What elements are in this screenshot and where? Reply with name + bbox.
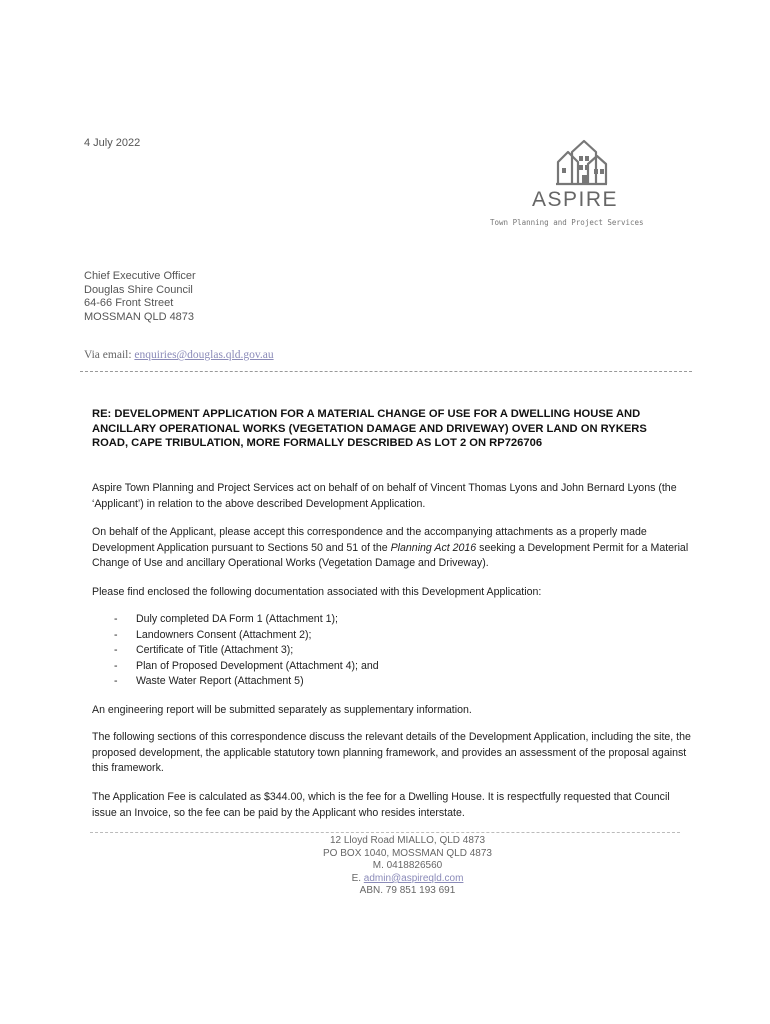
footer-email [250,873,565,886]
letter-footer [250,835,565,898]
logo-tagline: Town Planning and Project Services [490,218,644,227]
council-email-link[interactable]: enquiries@douglas.qld.gov.au [134,349,274,361]
paragraph-sections: The following sections of this correspondence discuss the relevant details of the Development Application, including the site, the proposed development, the applicable statutory town planning framework, and provides an assessment of the proposal against this framework. [92,731,691,775]
footer-mobile: M. 0418826560 [372,860,443,872]
recipient-street: 64-66 Front Street [84,297,174,310]
footer-po-box: PO BOX 1040, MOSSMAN QLD 4873 [323,847,492,859]
attachment-list [92,612,379,690]
company-logo [488,138,678,234]
list-item: - Waste Water Report (Attachment 5) [92,674,379,690]
list-item: - Landowners Consent (Attachment 2); [92,628,379,644]
via-email-label: Via email: [84,349,132,361]
paragraph-application [92,525,692,572]
paragraph-intro: Aspire Town Planning and Project Services act on behalf of on behalf of Vincent Thomas Lyons and John Bernard Lyons (the ‘Applicant’) in relation to the above described Development Application. [92,482,677,510]
footer-email-link[interactable]: admin@aspireqld.com [363,872,464,884]
footer-email-prefix: E. [351,872,362,884]
recipient-title: Chief Executive Officer [84,270,196,282]
houses-logo-icon [554,138,608,186]
letter-subject: RE: DEVELOPMENT APPLICATION FOR A MATERIAL CHANGE OF USE FOR A DWELLING HOUSE AND ANCILLARY OPERATIONAL WORKS (VEGETATION DAMAGE AND DRIVEWAY) OVER LAND ON RYKERS ROAD, CAPE TRIBULATION, MORE FORMALLY DESCRIBED AS LOT 2 ON RP726706 [92,408,647,449]
footer-divider [90,832,680,833]
paragraph-application-end: seeking a Development Permit for a Material Change of Use and ancillary Operational Works (Vegetation Damage and Driveway). [92,541,689,570]
list-item: - Certificate of Title (Attachment 3); [92,643,379,659]
header-divider [80,371,692,372]
list-item: - Duly completed DA Form 1 (Attachment 1); [92,612,379,628]
paragraph-engineering: An engineering report will be submitted separately as supplementary information. [92,704,472,716]
planning-act-title: Planning Act 2016 [390,541,477,554]
recipient-organisation: Douglas Shire Council [84,283,193,296]
recipient-address [84,270,196,324]
paragraph-application-start: On behalf of the Applicant, please accept this correspondence and the accompanying attachments as a properly made Development Application pursuant to Sections 50 and 51 of the [92,526,647,554]
footer-address: 12 Lloyd Road MIALLO, QLD 4873 [329,835,486,846]
footer-abn: ABN. 79 851 193 691 [359,885,456,897]
paragraph-fee: The Application Fee is calculated as $344.00, which is the fee for a Dwelling House. It is respectfully requested that Council issue an Invoice, so the fee can be paid by the Applicant who resides interstate. [92,791,670,819]
logo-name: ASPIRE [532,188,619,211]
via-email [84,349,274,361]
list-item: - Plan of Proposed Development (Attachment 4); and [92,659,379,675]
paragraph-documentation: Please find enclosed the following documentation associated with this Development Application: [92,586,542,598]
letter-date: 4 July 2022 [84,137,141,149]
recipient-town: MOSSMAN QLD 4873 [84,310,195,323]
